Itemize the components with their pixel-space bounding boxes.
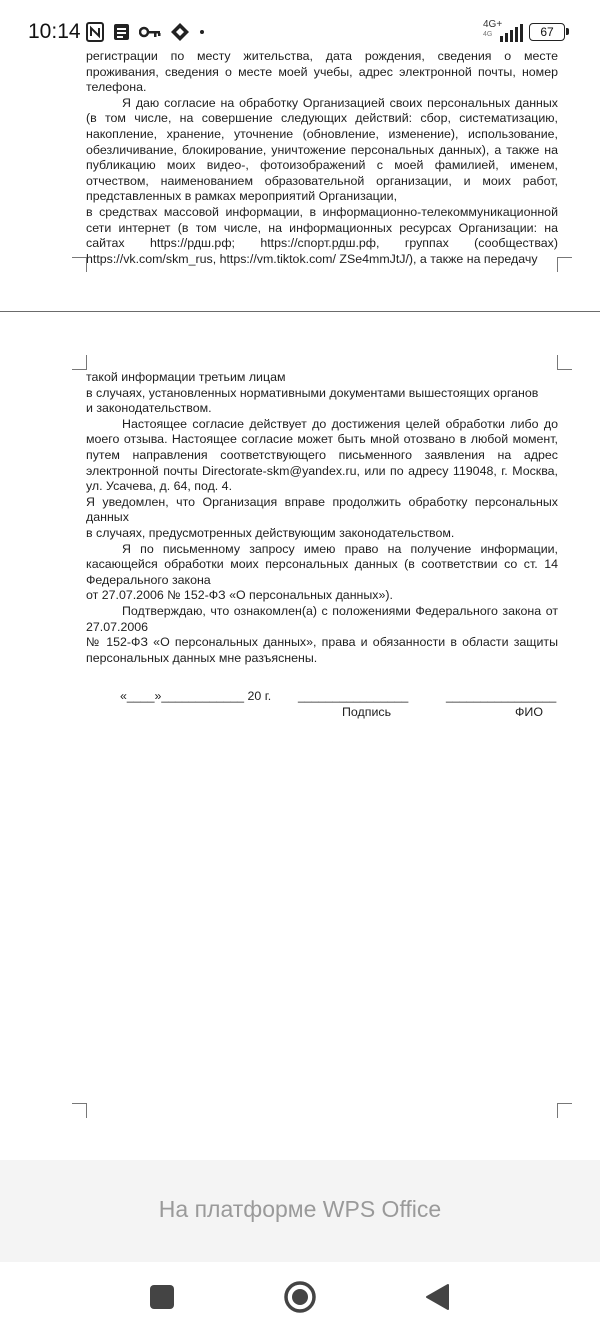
notes-icon (113, 23, 130, 41)
paragraph: в случаях, установленных нормативными документами вышестоящих органов (86, 385, 539, 400)
paragraph: № 152-ФЗ «О персональных данных», права и обязанности в области защиты персональных данных мне разъяснены. (86, 635, 558, 665)
paragraph: регистрации по месту жительства, дата рождения, сведения о месте проживания, сведения о месте моей учебы, адрес электронной почты, номер телефона. (86, 49, 558, 95)
home-button[interactable] (283, 1280, 317, 1314)
battery-icon (529, 23, 565, 41)
circle-icon (283, 1280, 317, 1314)
paragraph: Я уведомлен, что Организация вправе продолжить обработку персональных данных (86, 494, 558, 525)
key-icon (139, 25, 161, 39)
page-corner-mark (557, 355, 572, 370)
dot-icon (199, 29, 205, 35)
page-corner-mark (557, 1103, 572, 1118)
paragraph: от 27.07.2006 № 152-ФЗ «О персональных данных»). (86, 588, 393, 603)
back-triangle-icon (424, 1283, 450, 1311)
platform-text: На платформе WPS Office (158, 1196, 442, 1222)
signature-label: Подпись (342, 705, 392, 719)
battery-tip (566, 28, 569, 35)
battery-level: 67 (540, 25, 554, 39)
paragraph: в средствах массовой информации, в информационно-телекоммуникационной сети интернет (в том числе, на информационных ресурсах Организации: на сайтах https://рдш.рф; https://спорт.рдш.рф, группах (сообществах) https://vk.com/skm_rus, https://vm.tiktok.com/ ZSe4mmJtJ/), а также на передачу (86, 204, 558, 266)
page-corner-mark (72, 1103, 87, 1118)
signal-icon (500, 24, 524, 47)
back-button[interactable] (420, 1280, 454, 1314)
fio-line: ________________ (446, 689, 557, 703)
status-icons (86, 21, 205, 43)
signature-line: ________________ (298, 689, 409, 703)
recent-apps-button[interactable] (145, 1280, 179, 1314)
page-corner-mark (72, 257, 87, 272)
document-page-1 (86, 49, 558, 267)
page-separator (0, 311, 600, 312)
status-time: 10:14 (28, 20, 81, 43)
paragraph: Я по письменному запросу имею право на получение информации, касающейся обработки моих персональных данных (в соответствии со ст. 14 Федерального закона (86, 541, 558, 587)
fio-label: ФИО (515, 705, 543, 719)
navigation-bar (0, 1262, 600, 1332)
date-line: «____»____________ 20 г. (120, 689, 272, 703)
wps-platform-banner (0, 1160, 600, 1262)
paragraph: такой информации третьим лицам (86, 370, 286, 384)
page-corner-mark (557, 257, 572, 272)
square-icon (149, 1284, 175, 1310)
vpn-icon (170, 22, 190, 42)
paragraph: и законодательством. (86, 401, 212, 416)
nfc-icon (86, 22, 104, 42)
document-page-2 (86, 370, 558, 666)
paragraph: Настоящее согласие действует до достижения целей обработки либо до моего отзыва. Настоящее согласие может быть мной отозвано в любой момент, путем направления соответствующего письменного заявления на адрес электронной почты Directorate-skm@yandex.ru, или по адресу 119048, г. Москва, ул. Усачева, д. 64, под. 4. (86, 416, 558, 494)
network-label: 4G+ (483, 19, 503, 30)
page-corner-mark (72, 355, 87, 370)
paragraph: Я даю согласие на обработку Организацией своих персональных данных (в том числе, на совершение следующих действий: сбор, систематизацию, накопление, хранение, уточнение (обновление, изменение), использование, обезличивание, блокирование, уничтожение персональных данных), а также на публикацию моих видео-, фотоизображений с моей фамилией, именем, отчеством, наименованием образовательной организации, и моих работ, представленных в рамках мероприятий Организации, (86, 95, 558, 204)
network-sublabel: 4G (483, 31, 493, 38)
paragraph: Подтверждаю, что ознакомлен(а) с положениями Федерального закона от 27.07.2006 (86, 603, 558, 634)
paragraph: в случаях, предусмотренных действующим законодательством. (86, 525, 455, 540)
